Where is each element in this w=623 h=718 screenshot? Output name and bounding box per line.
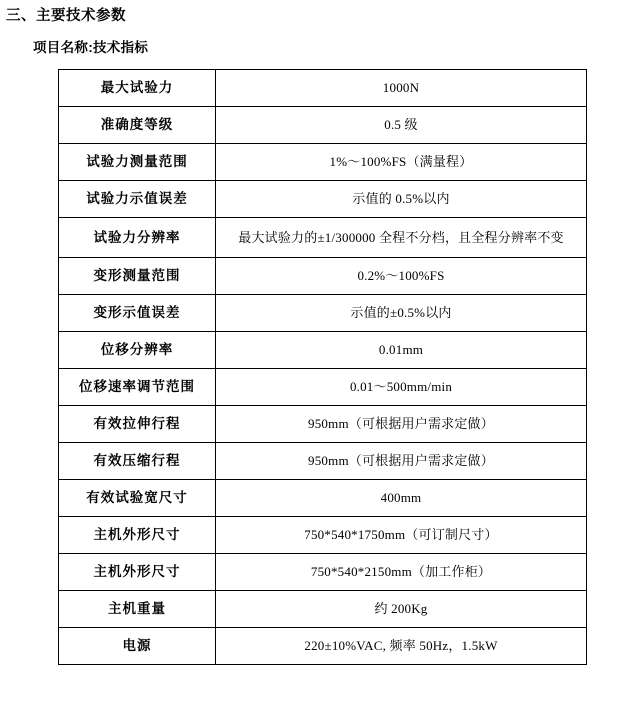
document-page bbox=[0, 6, 623, 718]
table-row bbox=[59, 591, 587, 628]
spec-label: 位移分辨率 bbox=[59, 332, 216, 369]
table-row bbox=[59, 443, 587, 480]
table-row bbox=[59, 181, 587, 218]
spec-value: 0.01～500mm/min bbox=[216, 369, 587, 406]
spec-label: 准确度等级 bbox=[59, 107, 216, 144]
spec-value: 0.01mm bbox=[216, 332, 587, 369]
spec-value: 0.5 级 bbox=[216, 107, 587, 144]
spec-label: 试验力测量范围 bbox=[59, 144, 216, 181]
table-row bbox=[59, 295, 587, 332]
section-heading: 三、主要技术参数 bbox=[6, 8, 126, 24]
table-row bbox=[59, 144, 587, 181]
table-row bbox=[59, 406, 587, 443]
spec-label: 主机重量 bbox=[59, 591, 216, 628]
table-row bbox=[59, 332, 587, 369]
spec-value: 220±10%VAC, 频率 50Hz，1.5kW bbox=[216, 628, 587, 665]
spec-value: 示值的±0.5%以内 bbox=[216, 295, 587, 332]
table-row bbox=[59, 258, 587, 295]
spec-value: 400mm bbox=[216, 480, 587, 517]
spec-label: 主机外形尺寸 bbox=[59, 554, 216, 591]
spec-label: 有效拉伸行程 bbox=[59, 406, 216, 443]
spec-value: 950mm（可根据用户需求定做） bbox=[216, 443, 587, 480]
spec-value: 0.2%～100%FS bbox=[216, 258, 587, 295]
spec-label: 有效试验宽尺寸 bbox=[59, 480, 216, 517]
table-row bbox=[59, 554, 587, 591]
spec-label: 变形测量范围 bbox=[59, 258, 216, 295]
table-body bbox=[59, 70, 587, 665]
spec-label: 试验力示值误差 bbox=[59, 181, 216, 218]
project-title: 项目名称:技术指标 bbox=[33, 40, 149, 55]
table-row bbox=[59, 517, 587, 554]
specifications-table bbox=[58, 69, 587, 665]
spec-value: 750*540*2150mm（加工作柜） bbox=[216, 554, 587, 591]
spec-value: 750*540*1750mm（可订制尺寸） bbox=[216, 517, 587, 554]
spec-label: 位移速率调节范围 bbox=[59, 369, 216, 406]
spec-value: 最大试验力的±1/300000 全程不分档，且全程分辨率不变 bbox=[216, 218, 587, 258]
table-row bbox=[59, 480, 587, 517]
spec-value: 1%～100%FS（满量程） bbox=[216, 144, 587, 181]
spec-label: 最大试验力 bbox=[59, 70, 216, 107]
spec-label: 有效压缩行程 bbox=[59, 443, 216, 480]
table-row bbox=[59, 107, 587, 144]
table-row bbox=[59, 369, 587, 406]
spec-label: 变形示值误差 bbox=[59, 295, 216, 332]
table-row bbox=[59, 628, 587, 665]
spec-value: 950mm（可根据用户需求定做） bbox=[216, 406, 587, 443]
spec-value: 约 200Kg bbox=[216, 591, 587, 628]
spec-label: 主机外形尺寸 bbox=[59, 517, 216, 554]
table-row bbox=[59, 70, 587, 107]
spec-label: 电源 bbox=[59, 628, 216, 665]
table-row bbox=[59, 218, 587, 258]
spec-value: 示值的 0.5%以内 bbox=[216, 181, 587, 218]
spec-label: 试验力分辨率 bbox=[59, 218, 216, 258]
spec-value: 1000N bbox=[216, 70, 587, 107]
